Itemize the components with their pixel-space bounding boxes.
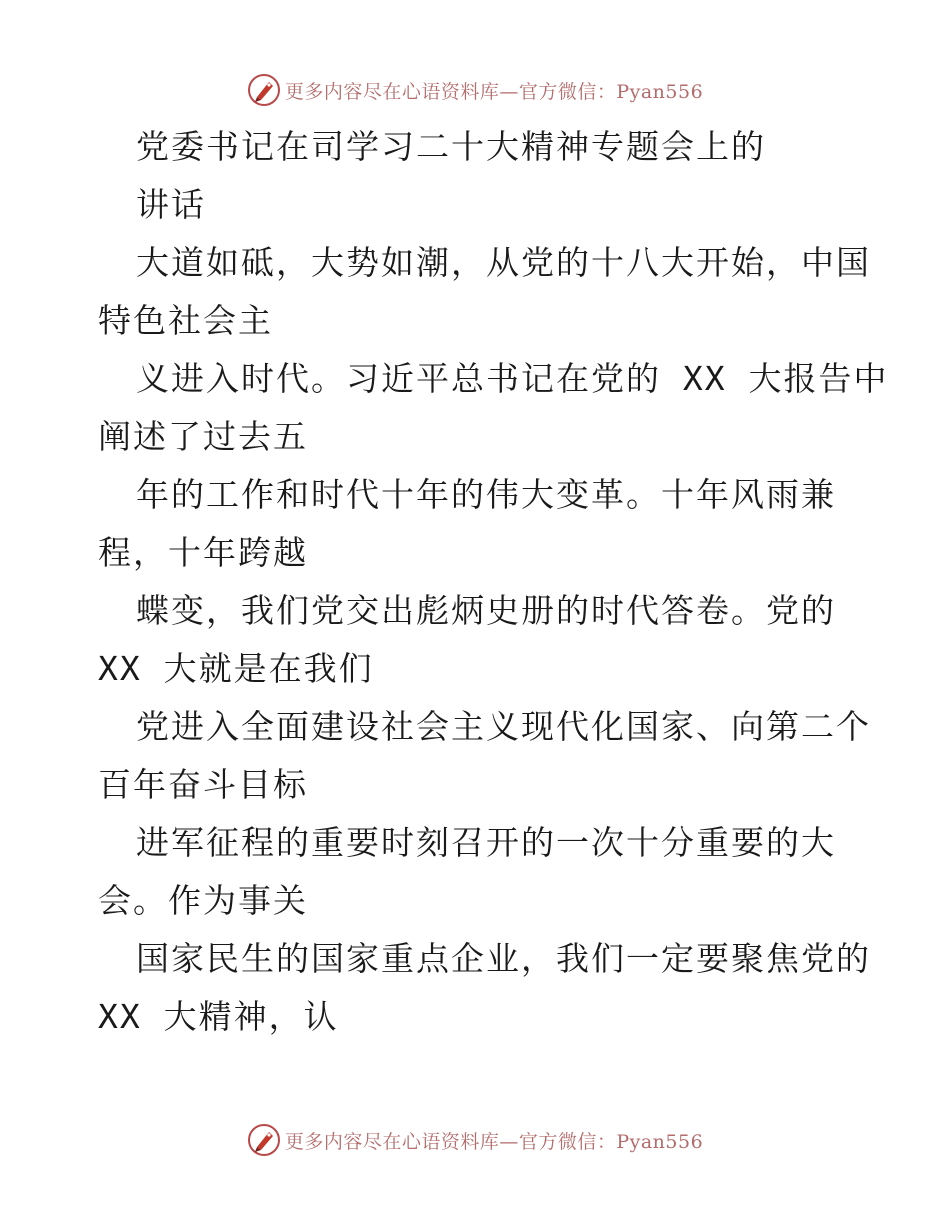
text-line: 党委书记在司学习二十大精神专题会上的 xyxy=(136,127,766,166)
pen-nib-logo xyxy=(247,1123,281,1157)
text-line: 国家民生的国家重点企业，我们一定要聚焦党的 xyxy=(136,939,871,978)
watermark-text: 更多内容尽在心语资料库—官方微信：Pyan556 xyxy=(284,80,704,103)
text-line: 大道如砥，大势如潮，从党的十八大开始，中国 xyxy=(136,243,871,282)
text-line: 阐述了过去五 xyxy=(98,417,308,456)
text-line: XX 大就是在我们 xyxy=(98,649,374,688)
watermark-text: 更多内容尽在心语资料库—官方微信：Pyan556 xyxy=(284,1130,704,1153)
text-line: 百年奋斗目标 xyxy=(98,765,308,804)
text-line: 年的工作和时代十年的伟大变革。十年风雨兼 xyxy=(136,475,836,514)
text-line: 蝶变，我们党交出彪炳史册的时代答卷。党的 xyxy=(136,591,836,630)
text-line: 进军征程的重要时刻召开的一次十分重要的大 xyxy=(136,823,836,862)
pen-nib-logo xyxy=(247,73,281,107)
text-line: 特色社会主 xyxy=(98,301,273,340)
text-line: XX 大精神，认 xyxy=(98,997,339,1036)
text-line: 义进入时代。习近平总书记在党的 XX 大报告中 xyxy=(136,359,889,398)
text-line: 程，十年跨越 xyxy=(98,533,308,572)
text-line: 讲话 xyxy=(136,185,206,224)
document-body xyxy=(98,118,889,1046)
text-line: 党进入全面建设社会主义现代化国家、向第二个 xyxy=(136,707,871,746)
text-line: 会。作为事关 xyxy=(98,881,308,920)
header-watermark xyxy=(0,70,950,110)
footer-watermark xyxy=(0,1120,950,1160)
